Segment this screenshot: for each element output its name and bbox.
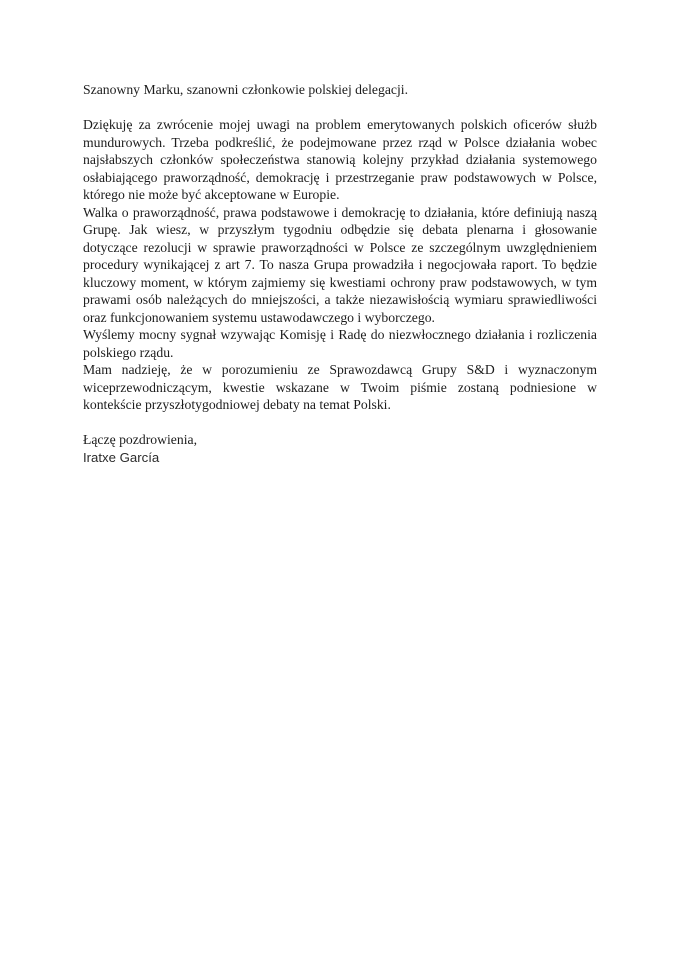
body-paragraph-1: Dziękuję za zwrócenie mojej uwagi na problem emerytowanych polskich oficerów służb mundurowych. Trzeba podkreślić, że podejmowane przez rząd w Polsce działania wobec najsłabszych członków społeczeństwa stanowią kolejny przykład działania systemowego osłabiającego praworządność, demokrację i przestrzeganie praw podstawowych w Polsce, którego nie może być akceptowane w Europie. xyxy=(83,117,597,202)
closing-block xyxy=(83,431,597,466)
body-paragraph-3: Wyślemy mocny sygnał wzywając Komisję i Radę do niezwłocznego działania i rozliczenia polskiego rządu. xyxy=(83,327,597,360)
body-paragraph-4: Mam nadzieję, że w porozumieniu ze Sprawozdawcą Grupy S&D i wyznaczonym wiceprzewodniczącym, kwestie wskazane w Twoim piśmie zostaną podniesione w kontekście przyszłotygodniowej debaty na temat Polski. xyxy=(83,362,597,412)
greeting-line: Szanowny Marku, szanowni członkowie polskiej delegacji. xyxy=(83,82,408,97)
closing-line: Łączę pozdrowienia, xyxy=(83,432,197,447)
signature-name: Iratxe García xyxy=(83,449,160,465)
letter-body xyxy=(83,81,597,466)
body-paragraph-2: Walka o praworządność, prawa podstawowe i demokrację to działania, które definiują naszą Grupę. Jak wiesz, w przyszłym tygodniu odbędzie się debata plenarna i głosowanie dotyczące rezolucji w sprawie praworządności w Polsce ze szczególnym uwzględnieniem procedury wynikającej z art 7. To nasza Grupa prowadziła i negocjowała raport. To będzie kluczowy moment, w którym zajmiemy się kwestiami ochrony praw podstawowych, w tym prawami osób należących do mniejszości, a także niezawisłością wymiaru sprawiedliwości oraz funkcjonowaniem systemu ustawodawczego i wyborczego. xyxy=(83,204,597,325)
